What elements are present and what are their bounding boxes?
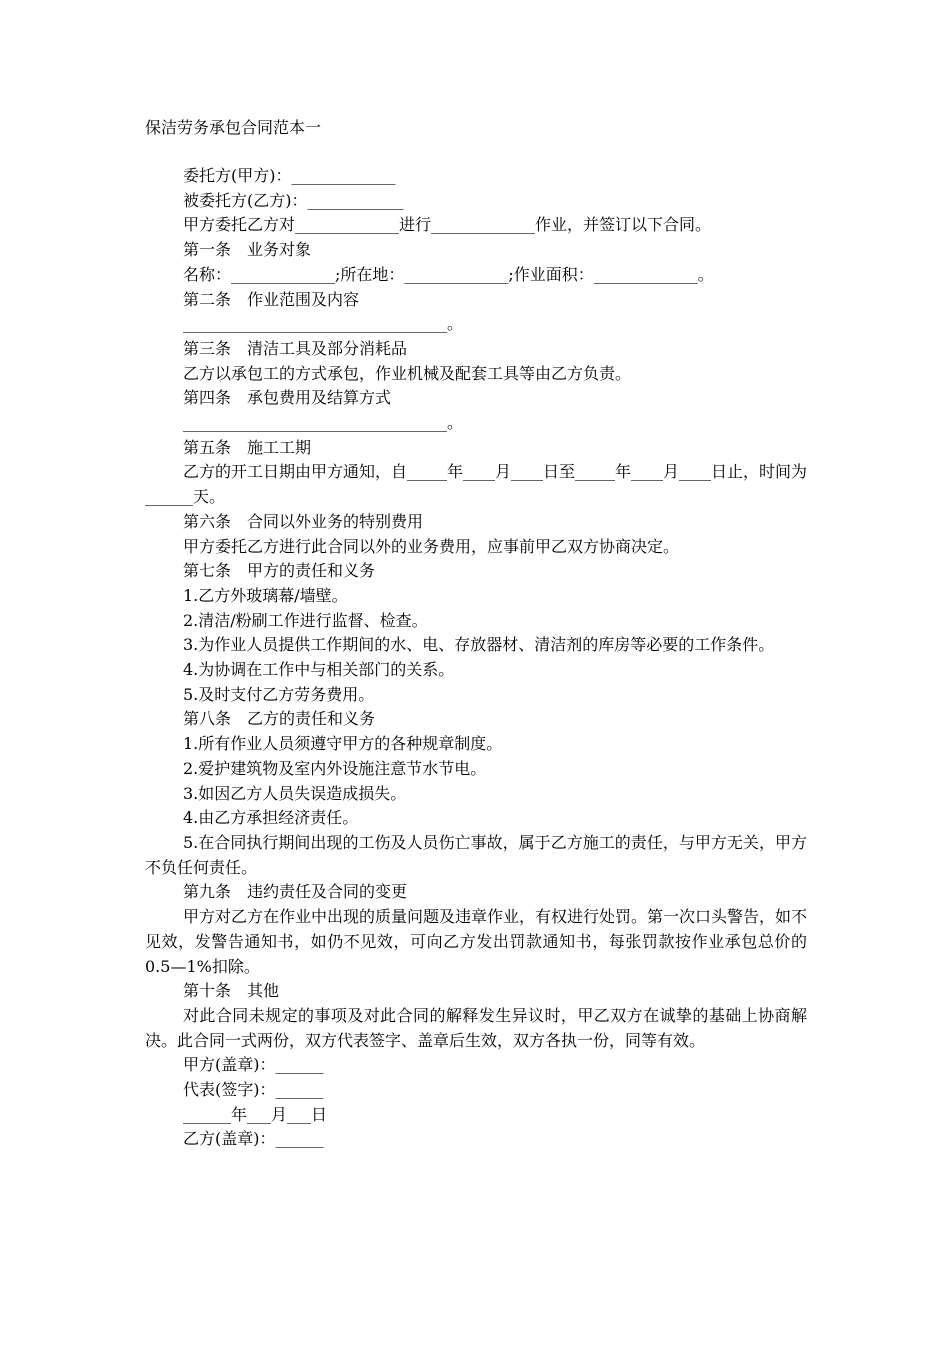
article-4-content: _________________________________。 [183,413,464,433]
article-1-content: 名称：_____________;所在地：_____________;作业面积：_____________。 [183,264,714,284]
contract-intro: 甲方委托乙方对_____________进行_____________作业，并签订以下合同。 [183,215,712,235]
article-1-heading: 第一条 业务对象 [183,240,312,260]
contract-body [145,164,807,1152]
article-9-heading: 第九条 违约责任及合同的变更 [183,882,408,902]
document-title: 保洁劳务承包合同范本一 [145,118,322,137]
article-10-content: 对此合同未规定的事项及对此合同的解释发生异议时，甲乙双方在诚挚的基础上协商解决。此合同一式两份，双方代表签字、盖章后生效，双方各执一份，同等有效。 [145,1005,807,1050]
article-5-content: 乙方的开工日期由甲方通知，自_____年____月____日至_____年____月____日止，时间为______天。 [145,462,808,507]
article-9-content: 甲方对乙方在作业中出现的质量问题及违章作业，有权进行处罚。第一次口头警告，如不见效，发警告通知书，如仍不见效，可向乙方发出罚款通知书，每张罚款按作业承包总价的 0.5—1%扣除。 [145,907,808,976]
article-5-heading: 第五条 施工工期 [183,437,312,457]
signing-date-line: ______年___月___日 [183,1104,328,1124]
party-a-seal-line: 甲方(盖章)：______ [183,1055,324,1075]
article-7-item-5: 5.及时支付乙方劳务费用。 [183,684,375,704]
article-3-heading: 第三条 清洁工具及部分消耗品 [183,338,408,358]
article-7-item-1: 1.乙方外玻璃幕/墙壁。 [183,585,348,605]
party-b-seal-line: 乙方(盖章)：______ [183,1129,324,1149]
article-2-content: _________________________________。 [183,314,464,334]
article-8-item-5: 5.在合同执行期间出现的工伤及人员伤亡事故，属于乙方施工的责任，与甲方无关，甲方不负任何责任。 [145,832,807,877]
article-6-content: 甲方委托乙方进行此合同以外的业务费用，应事前甲乙双方协商决定。 [183,536,680,556]
article-8-item-2: 2.爱护建筑物及室内外设施注意节水节电。 [183,758,487,778]
article-6-heading: 第六条 合同以外业务的特别费用 [183,511,424,531]
party-b-line: 被委托方(乙方)：____________ [183,190,404,210]
article-8-item-4: 4.由乙方承担经济责任。 [183,808,359,828]
article-3-content: 乙方以承包工的方式承包，作业机械及配套工具等由乙方负责。 [183,363,632,383]
representative-signature-line: 代表(签字)：______ [183,1080,324,1100]
article-7-item-4: 4.为协调在工作中与相关部门的关系。 [183,660,455,680]
article-2-heading: 第二条 作业范围及内容 [183,289,360,309]
party-a-line: 委托方(甲方)：_____________ [183,166,396,185]
article-10-heading: 第十条 其他 [183,981,280,1001]
article-4-heading: 第四条 承包费用及结算方式 [183,388,392,408]
article-7-heading: 第七条 甲方的责任和义务 [183,561,376,581]
article-8-item-1: 1.所有作业人员须遵守甲方的各种规章制度。 [183,734,503,754]
article-7-item-2: 2.清洁/粉刷工作进行监督、检查。 [183,610,428,630]
article-8-item-3: 3.如因乙方人员失误造成损失。 [183,783,407,803]
article-8-heading: 第八条 乙方的责任和义务 [183,709,376,729]
article-7-item-3: 3.为作业人员提供工作期间的水、电、存放器材、清洁剂的库房等必要的工作条件。 [183,635,775,655]
